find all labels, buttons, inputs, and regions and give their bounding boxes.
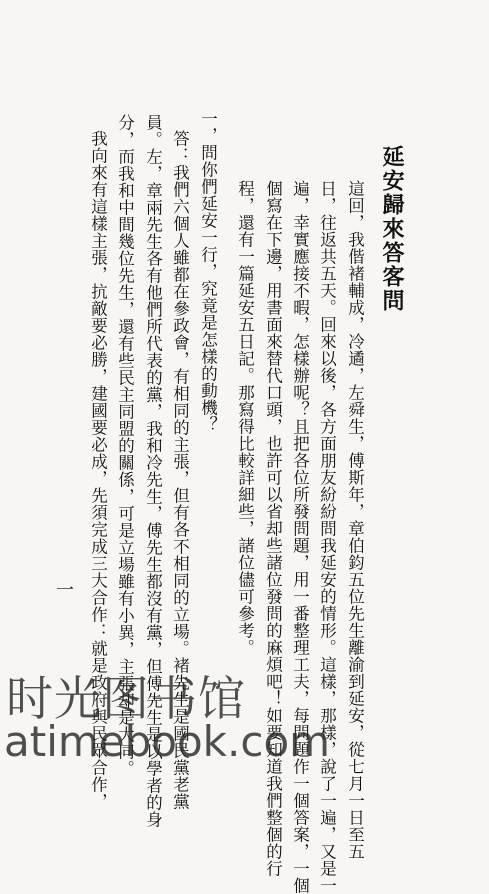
page-title: 延安歸來答客問 <box>379 145 405 313</box>
text-column-8: 員。左，章兩先生各有他們所代表的黨，我和冷先生，傅先生都沒有黨，但傅先生是以學者的身 <box>143 114 163 828</box>
text-column-1: 這回，我偕褚輔成，冷遹，左舜生，傅斯年，章伯鈞五位先生離渝到延安，從七月一日至五 <box>345 180 365 860</box>
page-number: 一 <box>53 580 74 598</box>
watermark-text-cn: 时光图书馆 <box>6 672 246 727</box>
text-column-3: 遍，幸實應接不暇，怎樣辦呢？且把各位所發問題，用一番整理工夫，每問題作一個答案，一個 <box>290 180 310 894</box>
text-column-5: 程，還有一篇延安五日記。那寫得比較詳細些，諸位儘可參考。 <box>235 180 255 656</box>
text-column-4: 個寫在下邊，用書面來替代口頭，也許可以省却些諸位發問的麻煩吧！如要知道我們整個的行 <box>263 180 283 877</box>
watermark-text-en: atimebook.com <box>4 717 331 766</box>
text-column-10: 我向來有這樣主張，抗敵要必勝，建國要必成，先須完成三大合作：就是政府與民眾合作， <box>88 130 108 810</box>
question-heading: 一，問你們延安一行，究竟是怎樣的動機？ <box>198 110 218 433</box>
text-column-7: 答：我們六個人雖都在參政會，有相同的主張，但有各不相同的立場。褚先生是國民黨老黨 <box>170 130 190 810</box>
text-column-9: 分，而我和中間幾位先生，還有些民主同盟的關係，可是立場雖有小異，主張却是大同。 <box>115 114 135 777</box>
text-column-2: 日，往返共五天。回來以後，各方面朋友紛紛問我延安的情形。這樣，那樣，說了一遍，又是一 <box>317 180 337 894</box>
